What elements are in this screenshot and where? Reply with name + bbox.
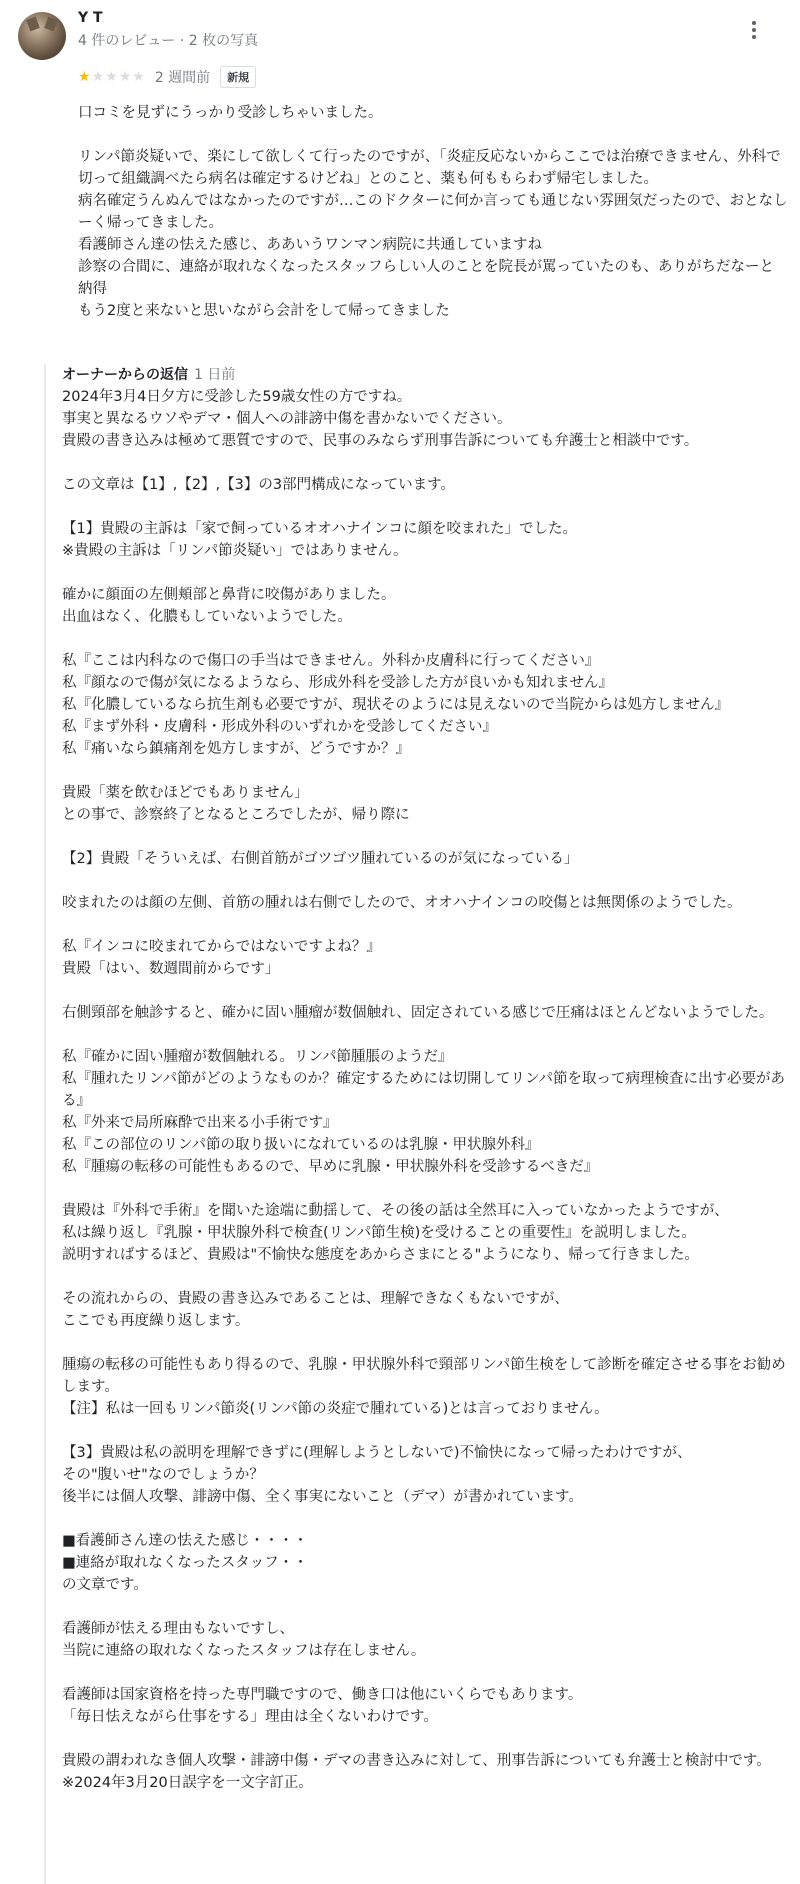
avatar-ear-right	[44, 17, 58, 32]
rating-row	[78, 66, 256, 88]
star-empty-icon: ★	[118, 69, 132, 85]
dot	[752, 28, 756, 32]
star-rating	[78, 70, 145, 84]
author-name[interactable]: Y T	[78, 10, 103, 26]
review-date: 2 週間前	[154, 70, 211, 86]
author-meta: 4 件のレビュー · 2 枚の写真	[78, 33, 259, 49]
new-badge: 新規	[220, 66, 256, 88]
owner-reply	[44, 364, 794, 1884]
review-text: 口コミを見ずにうっかり受診しちゃいました。 リンパ節炎疑いで、楽にして欲しくて行ったのですが、「炎症反応ないからここでは治療できません、外科で切って組織調べたら病名は確定するけどね」とのこと、薬も何ももらわず帰宅しました。 病名確定うんぬんではなかったのですが…このドクターに何か言っても通じない雰囲気だったので、おとなしーく帰ってきました。 看護師さん達の怯えた感じ、ああいうワンマン病院に共通していますね 診察の合間に、連絡が取れなくなったスタッフらしい人のことを院長が罵っていたのも、ありがちだなーと納得 もう2度と来ないと思いながら会計をして帰ってきました	[78, 105, 788, 319]
three-dots-vertical-icon[interactable]	[742, 18, 766, 42]
dot	[752, 35, 756, 39]
star-filled-icon: ★	[78, 69, 91, 85]
owner-reply-label: オーナーからの返信	[62, 367, 188, 383]
avatar[interactable]	[18, 12, 66, 60]
owner-reply-text: 2024年3月4日夕方に受診した59歳女性の方ですね。 事実と異なるウソやデマ・個人への誹謗中傷を書かないでください。 貴殿の書き込みは極めて悪質ですので、民事のみならず刑事告訴についても弁護士と相談中です。 この文章は【1】,【2】,【3】の3部門構成になっています。 【1】貴殿の主訴は「家で飼っているオオハナインコに顔を咬まれた」でした。 ※貴殿の主訴は「リンパ節炎疑い」ではありません。 確かに顔面の左側頬部と鼻背に咬傷がありました。 出血はなく、化膿もしていないようでした。 私『ここは内科なので傷口の手当はできません。外科か皮膚科に行ってください』 私『顔なので傷が気になるようなら、形成外科を受診した方が良いかも知れません』 私『化膿しているなら抗生剤も必要ですが、現状そのようには見えないので当院からは処方しません』 私『まず外科・皮膚科・形成外科のいずれかを受診してください』 私『痛いなら鎮痛剤を処方しますが、どうですか？』 貴殿「薬を飲むほどでもありません」 との事で、診察終了となるところでしたが、帰り際に 【2】貴殿「そういえば、右側首筋がゴツゴツ腫れているのが気になっている」 咬まれたのは顔の左側、首筋の腫れは右側でしたので、オオハナインコの咬傷とは無関係のようでした。 私『インコに咬まれてからではないですよね？』 貴殿「はい、数週間前からです」 右側頸部を触診すると、確かに固い腫瘤が数個触れ、固定されている感じで圧痛はほとんどないようでした。 私『確かに固い腫瘤が数個触れる。リンパ節腫脹のようだ』 私『腫れたリンパ節がどのようなものか？確定するためには切開してリンパ節を取って病理検査に出す必要がある』 私『外来で局所麻酔で出来る小手術です』 私『この部位のリンパ節の取り扱いになれているのは乳腺・甲状腺外科』 私『腫瘍の転移の可能性もあるので、早めに乳腺・甲状腺外科を受診するべきだ』 貴殿は『外科で手術』を聞いた途端に動揺して、その後の話は全然耳に入っていなかったようですが、 私は繰り返し『乳腺・甲状腺外科で検査(リンパ節生検)を受けることの重要性』を説明しました。 説明すればするほど、貴殿は"不愉快な態度をあからさまにとる"ようになり、帰って行きました。 その流れからの、貴殿の書き込みであることは、理解できなくもないですが、 ここでも再度繰り返します。 腫瘍の転移の可能性もあり得るので、乳腺・甲状腺外科で頸部リンパ節生検をして診断を確定させる事をお勧めします。 【注】私は一回もリンパ節炎(リンパ節の炎症で腫れている)とは言っておりません。 【3】貴殿は私の説明を理解できずに(理解しようとしないで)不愉快になって帰ったわけですが、 その"腹いせ"なのでしょうか？ 後半には個人攻撃、誹謗中傷、全く事実にないこと（デマ）が書かれています。 ■看護師さん達の怯えた感じ・・・・ ■連絡が取れなくなったスタッフ・・ の文章です。 看護師が怯える理由もないですし、 当院に連絡の取れなくなったスタッフは存在しません。 看護師は国家資格を持った専門職ですので、働き口は他にいくらでもあります。 「毎日怯えながら仕事をする」理由は全くないわけです。 貴殿の謂われなき個人攻撃・誹謗中傷・デマの書き込みに対して、刑事告訴についても弁護士と検討中です。 ※2024年3月20日誤字を一文字訂正。	[62, 389, 786, 1791]
dot	[752, 21, 756, 25]
star-empty-icon: ★	[105, 69, 118, 85]
star-empty-icon: ★	[132, 69, 145, 85]
owner-reply-date: 1 日前	[194, 367, 236, 383]
owner-reply-header	[62, 364, 235, 384]
star-empty-icon: ★	[91, 69, 105, 85]
avatar-ear-left	[26, 17, 40, 32]
